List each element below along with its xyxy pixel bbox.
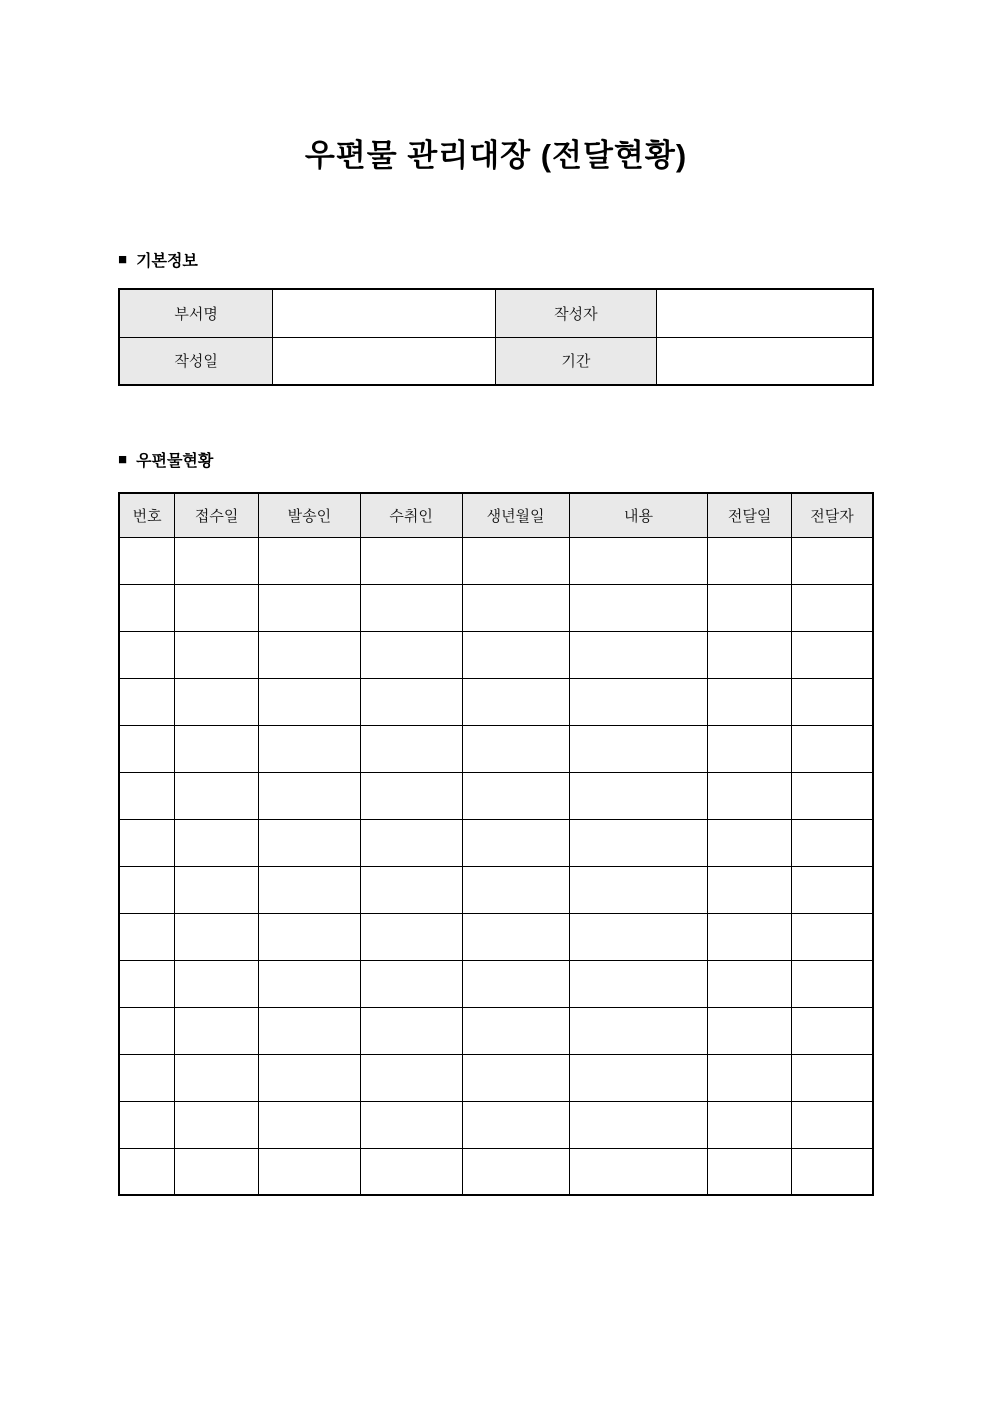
mail-table-cell-empty <box>792 584 873 631</box>
mail-table-row <box>119 1054 873 1101</box>
mail-table-cell-empty <box>119 1007 175 1054</box>
mail-table-body <box>119 537 873 1195</box>
mail-table-cell-empty <box>119 678 175 725</box>
mail-table-cell-empty <box>258 819 360 866</box>
column-header-receipt-date: 접수일 <box>175 493 259 537</box>
mail-table-cell-empty <box>569 537 708 584</box>
mail-table-cell-empty <box>462 584 569 631</box>
mail-table-cell-empty <box>119 1101 175 1148</box>
mail-table-cell-empty <box>175 678 259 725</box>
mail-table-cell-empty <box>708 725 792 772</box>
column-header-sender: 발송인 <box>258 493 360 537</box>
mail-table-cell-empty <box>462 772 569 819</box>
mail-table-row <box>119 772 873 819</box>
mail-table-cell-empty <box>708 819 792 866</box>
mail-table-cell-empty <box>462 913 569 960</box>
mail-table-cell-empty <box>708 1101 792 1148</box>
mail-table-cell-empty <box>462 866 569 913</box>
mail-table-cell-empty <box>569 631 708 678</box>
mail-table-cell-empty <box>569 866 708 913</box>
mail-table-cell-empty <box>708 960 792 1007</box>
mail-table-cell-empty <box>119 1148 175 1195</box>
mail-table-header-row <box>119 493 873 537</box>
mail-status-table <box>118 492 874 1196</box>
mail-table-cell-empty <box>708 584 792 631</box>
mail-table-row <box>119 913 873 960</box>
mail-table-cell-empty <box>792 631 873 678</box>
mail-table-cell-empty <box>175 584 259 631</box>
mail-table-cell-empty <box>708 1007 792 1054</box>
mail-table-cell-empty <box>258 913 360 960</box>
field-label-period: 기간 <box>495 337 656 385</box>
column-header-birth-date: 생년월일 <box>462 493 569 537</box>
mail-table-cell-empty <box>569 960 708 1007</box>
mail-table-cell-empty <box>119 631 175 678</box>
mail-table-cell-empty <box>708 913 792 960</box>
field-label-write-date: 작성일 <box>119 337 273 385</box>
mail-table-cell-empty <box>175 960 259 1007</box>
section-heading-mail-status <box>118 448 213 471</box>
mail-table-row <box>119 1101 873 1148</box>
mail-table-cell-empty <box>360 584 462 631</box>
field-label-author: 작성자 <box>495 289 656 337</box>
mail-table-cell-empty <box>708 537 792 584</box>
mail-table-cell-empty <box>360 631 462 678</box>
mail-table-cell-empty <box>175 1007 259 1054</box>
mail-table-row <box>119 678 873 725</box>
mail-table-row <box>119 584 873 631</box>
column-header-number: 번호 <box>119 493 175 537</box>
column-header-contents: 내용 <box>569 493 708 537</box>
section-heading-label: 기본정보 <box>136 253 198 270</box>
mail-table-cell-empty <box>792 1148 873 1195</box>
mail-table-cell-empty <box>119 913 175 960</box>
mail-table-cell-empty <box>258 678 360 725</box>
mail-table-cell-empty <box>175 537 259 584</box>
mail-table-cell-empty <box>360 678 462 725</box>
section-heading-label: 우편물현황 <box>136 453 214 470</box>
mail-table-cell-empty <box>792 913 873 960</box>
mail-table-cell-empty <box>708 678 792 725</box>
mail-table-cell-empty <box>258 960 360 1007</box>
mail-table-cell-empty <box>569 913 708 960</box>
mail-table-cell-empty <box>569 678 708 725</box>
mail-table-cell-empty <box>360 866 462 913</box>
mail-table-cell-empty <box>258 725 360 772</box>
mail-table-cell-empty <box>462 1101 569 1148</box>
section-heading-basic-info <box>118 248 198 271</box>
mail-table-cell-empty <box>258 866 360 913</box>
mail-table-cell-empty <box>175 866 259 913</box>
mail-table-cell-empty <box>119 819 175 866</box>
mail-table-row <box>119 819 873 866</box>
mail-table-cell-empty <box>175 1148 259 1195</box>
mail-table-cell-empty <box>360 1101 462 1148</box>
mail-table-cell-empty <box>119 960 175 1007</box>
mail-table-cell-empty <box>792 819 873 866</box>
square-bullet-icon: ■ <box>118 251 128 268</box>
mail-table-cell-empty <box>360 1007 462 1054</box>
mail-table-row <box>119 1007 873 1054</box>
mail-table-cell-empty <box>569 1054 708 1101</box>
mail-table-row <box>119 537 873 584</box>
mail-table-cell-empty <box>792 866 873 913</box>
mail-table-cell-empty <box>258 631 360 678</box>
mail-table-cell-empty <box>569 584 708 631</box>
mail-table-cell-empty <box>462 1054 569 1101</box>
mail-table-cell-empty <box>360 772 462 819</box>
mail-table-cell-empty <box>792 725 873 772</box>
column-header-recipient: 수취인 <box>360 493 462 537</box>
mail-table-cell-empty <box>569 1007 708 1054</box>
mail-table-cell-empty <box>258 1148 360 1195</box>
mail-table-cell-empty <box>792 772 873 819</box>
mail-table-cell-empty <box>792 1007 873 1054</box>
mail-table-cell-empty <box>792 1101 873 1148</box>
mail-table-cell-empty <box>175 1054 259 1101</box>
mail-table-cell-empty <box>708 1054 792 1101</box>
mail-table-cell-empty <box>360 1054 462 1101</box>
mail-table-cell-empty <box>360 1148 462 1195</box>
mail-table-cell-empty <box>462 631 569 678</box>
field-value-author <box>657 289 873 337</box>
mail-table-cell-empty <box>175 819 259 866</box>
mail-table-cell-empty <box>462 960 569 1007</box>
mail-table-row <box>119 631 873 678</box>
mail-table-cell-empty <box>258 584 360 631</box>
mail-table-cell-empty <box>258 1101 360 1148</box>
mail-table-cell-empty <box>360 537 462 584</box>
mail-table-row <box>119 725 873 772</box>
mail-table-cell-empty <box>119 725 175 772</box>
field-label-department: 부서명 <box>119 289 273 337</box>
mail-table-cell-empty <box>175 772 259 819</box>
mail-table-cell-empty <box>462 1148 569 1195</box>
mail-table-cell-empty <box>708 772 792 819</box>
mail-table-cell-empty <box>175 631 259 678</box>
mail-table-cell-empty <box>119 866 175 913</box>
mail-table-cell-empty <box>569 725 708 772</box>
mail-table-cell-empty <box>119 772 175 819</box>
mail-table-cell-empty <box>792 537 873 584</box>
mail-table-cell-empty <box>792 1054 873 1101</box>
mail-table-cell-empty <box>258 1007 360 1054</box>
mail-table-cell-empty <box>175 913 259 960</box>
mail-table-cell-empty <box>360 960 462 1007</box>
field-value-write-date <box>273 337 495 385</box>
mail-table-cell-empty <box>569 819 708 866</box>
mail-table-cell-empty <box>119 584 175 631</box>
mail-table-cell-empty <box>462 725 569 772</box>
mail-table-row <box>119 1148 873 1195</box>
mail-table-cell-empty <box>792 960 873 1007</box>
field-value-department <box>273 289 495 337</box>
column-header-deliverer: 전달자 <box>792 493 873 537</box>
mail-table-cell-empty <box>708 631 792 678</box>
mail-table-cell-empty <box>175 1101 259 1148</box>
square-bullet-icon: ■ <box>118 451 128 468</box>
mail-table-cell-empty <box>360 913 462 960</box>
mail-table-cell-empty <box>462 537 569 584</box>
mail-table-cell-empty <box>119 1054 175 1101</box>
mail-table-cell-empty <box>462 678 569 725</box>
mail-table-cell-empty <box>569 1101 708 1148</box>
mail-table-row <box>119 960 873 1007</box>
mail-table-cell-empty <box>360 819 462 866</box>
mail-table-cell-empty <box>462 1007 569 1054</box>
mail-table-cell-empty <box>119 537 175 584</box>
mail-table-cell-empty <box>569 1148 708 1195</box>
mail-table-cell-empty <box>258 537 360 584</box>
mail-table-cell-empty <box>360 725 462 772</box>
column-header-delivery-date: 전달일 <box>708 493 792 537</box>
mail-table-cell-empty <box>258 772 360 819</box>
mail-table-cell-empty <box>462 819 569 866</box>
mail-table-cell-empty <box>258 1054 360 1101</box>
mail-table-cell-empty <box>792 678 873 725</box>
mail-table-cell-empty <box>569 772 708 819</box>
mail-table-cell-empty <box>175 725 259 772</box>
page-title: 우편물 관리대장 (전달현황) <box>304 138 688 173</box>
mail-table-cell-empty <box>708 866 792 913</box>
mail-table-cell-empty <box>708 1148 792 1195</box>
mail-table-row <box>119 866 873 913</box>
field-value-period <box>657 337 873 385</box>
basic-info-table <box>118 288 874 386</box>
basic-info-row <box>119 289 873 337</box>
basic-info-row <box>119 337 873 385</box>
